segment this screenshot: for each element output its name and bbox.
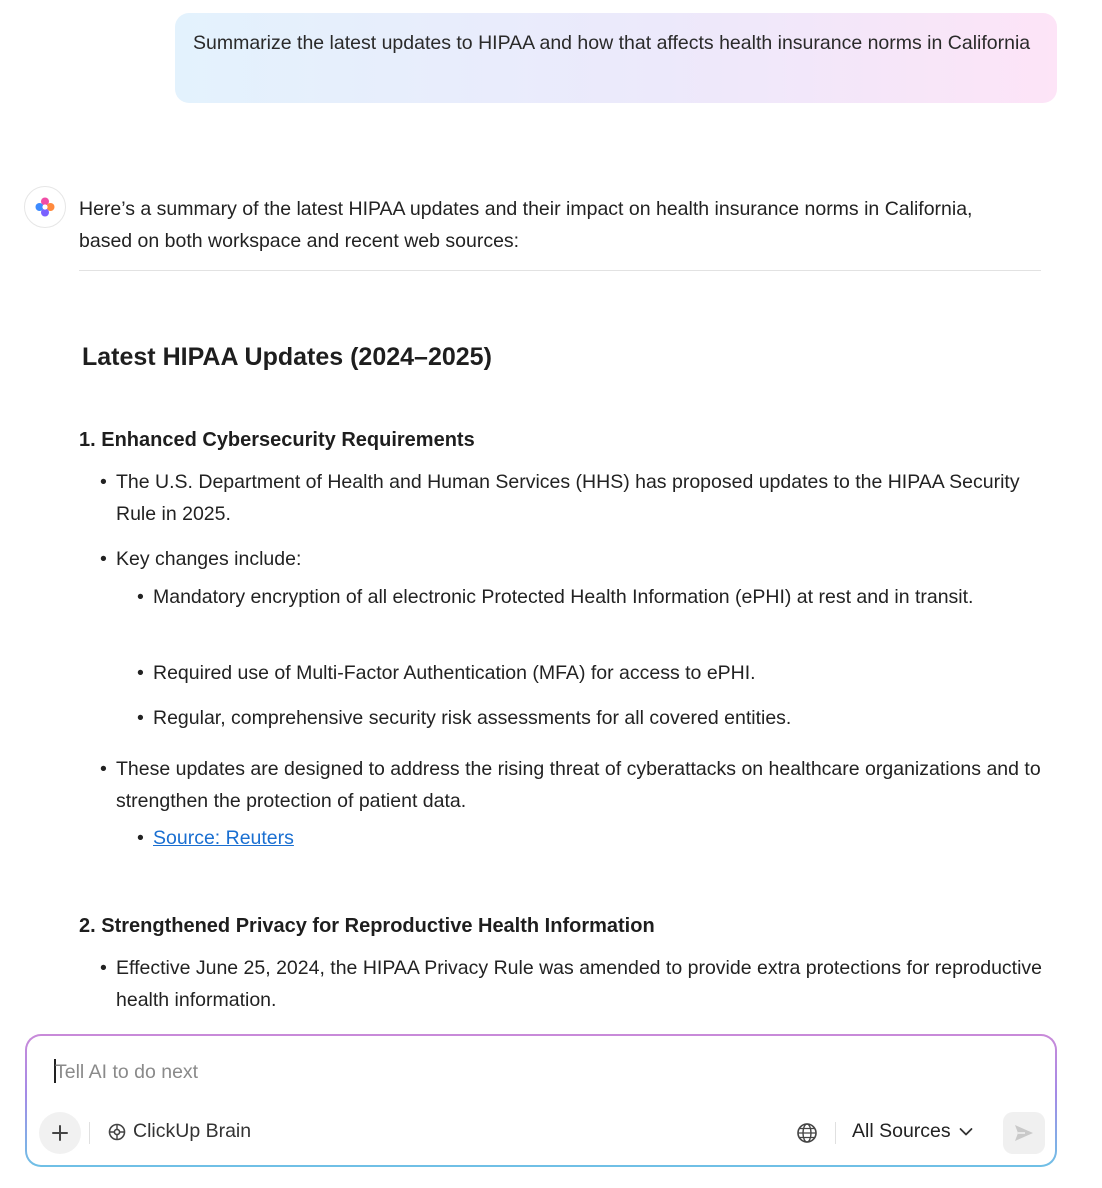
separator <box>835 1122 836 1144</box>
model-selector[interactable] <box>107 1120 251 1143</box>
separator <box>89 1122 90 1144</box>
user-message-bubble <box>175 13 1057 103</box>
user-message-text: Summarize the latest updates to HIPAA and how that affects health insurance norms in California <box>193 32 1031 54</box>
plus-icon <box>51 1124 69 1142</box>
add-button[interactable] <box>39 1112 81 1154</box>
sources-dropdown-label: All Sources <box>852 1120 951 1142</box>
list-item <box>100 467 1046 530</box>
composer-body <box>27 1036 1055 1165</box>
source-link-reuters[interactable]: Source: Reuters <box>153 827 294 849</box>
send-icon <box>1013 1123 1035 1143</box>
bullet: • <box>100 548 107 570</box>
bullet: • <box>100 957 107 979</box>
clickup-brain-logo-icon <box>34 196 56 218</box>
brain-icon <box>107 1122 127 1142</box>
list-item-text: The U.S. Department of Health and Human Services (HHS) has proposed updates to the HIPAA Security Rule in 2025. <box>116 471 1020 525</box>
sources-dropdown[interactable] <box>852 1120 973 1143</box>
ai-composer <box>25 1034 1057 1167</box>
section-2-title: 2. Strengthened Privacy for Reproductive Health Information <box>79 915 655 937</box>
sub-list-item <box>137 703 1033 735</box>
assistant-avatar <box>24 186 66 228</box>
list-item-text: Regular, comprehensive security risk assessments for all covered entities. <box>153 707 792 729</box>
bullet: • <box>100 758 107 780</box>
list-item-text: Effective June 25, 2024, the HIPAA Privacy Rule was amended to provide extra protections for reproductive health information. <box>116 957 1043 1011</box>
list-item-text: These updates are designed to address the rising threat of cyberattacks on healthcare organizations and to strengthen the protection of patient data. <box>116 758 1041 812</box>
prompt-input[interactable] <box>53 1054 957 1090</box>
list-item <box>100 953 1046 1016</box>
section-1-title: 1. Enhanced Cybersecurity Requirements <box>79 429 475 451</box>
send-button[interactable] <box>1003 1112 1045 1154</box>
list-item-text: Required use of Multi-Factor Authentication (MFA) for access to ePHI. <box>153 662 756 684</box>
chevron-down-icon <box>959 1127 973 1137</box>
bullet: • <box>137 707 144 729</box>
list-item-text: Mandatory encryption of all electronic Protected Health Information (ePHI) at rest and in transit. <box>153 586 974 608</box>
bullet: • <box>137 586 144 608</box>
sub-list-item <box>137 582 1033 614</box>
bullet: • <box>100 471 107 493</box>
model-selector-label: ClickUp Brain <box>133 1120 252 1142</box>
sub-list-item <box>137 658 1033 690</box>
list-item <box>100 544 1046 576</box>
assistant-intro: Here’s a summary of the latest HIPAA updates and their impact on health insurance norms in California, based on both workspace and recent web sources: <box>79 198 973 252</box>
bullet: • <box>137 827 144 849</box>
list-item <box>100 754 1046 817</box>
divider <box>79 270 1041 271</box>
sub-list-item <box>137 823 1033 855</box>
list-item-text: Key changes include: <box>116 548 302 570</box>
bullet: • <box>137 662 144 684</box>
globe-icon[interactable] <box>795 1121 819 1145</box>
response-heading: Latest HIPAA Updates (2024–2025) <box>82 343 492 371</box>
